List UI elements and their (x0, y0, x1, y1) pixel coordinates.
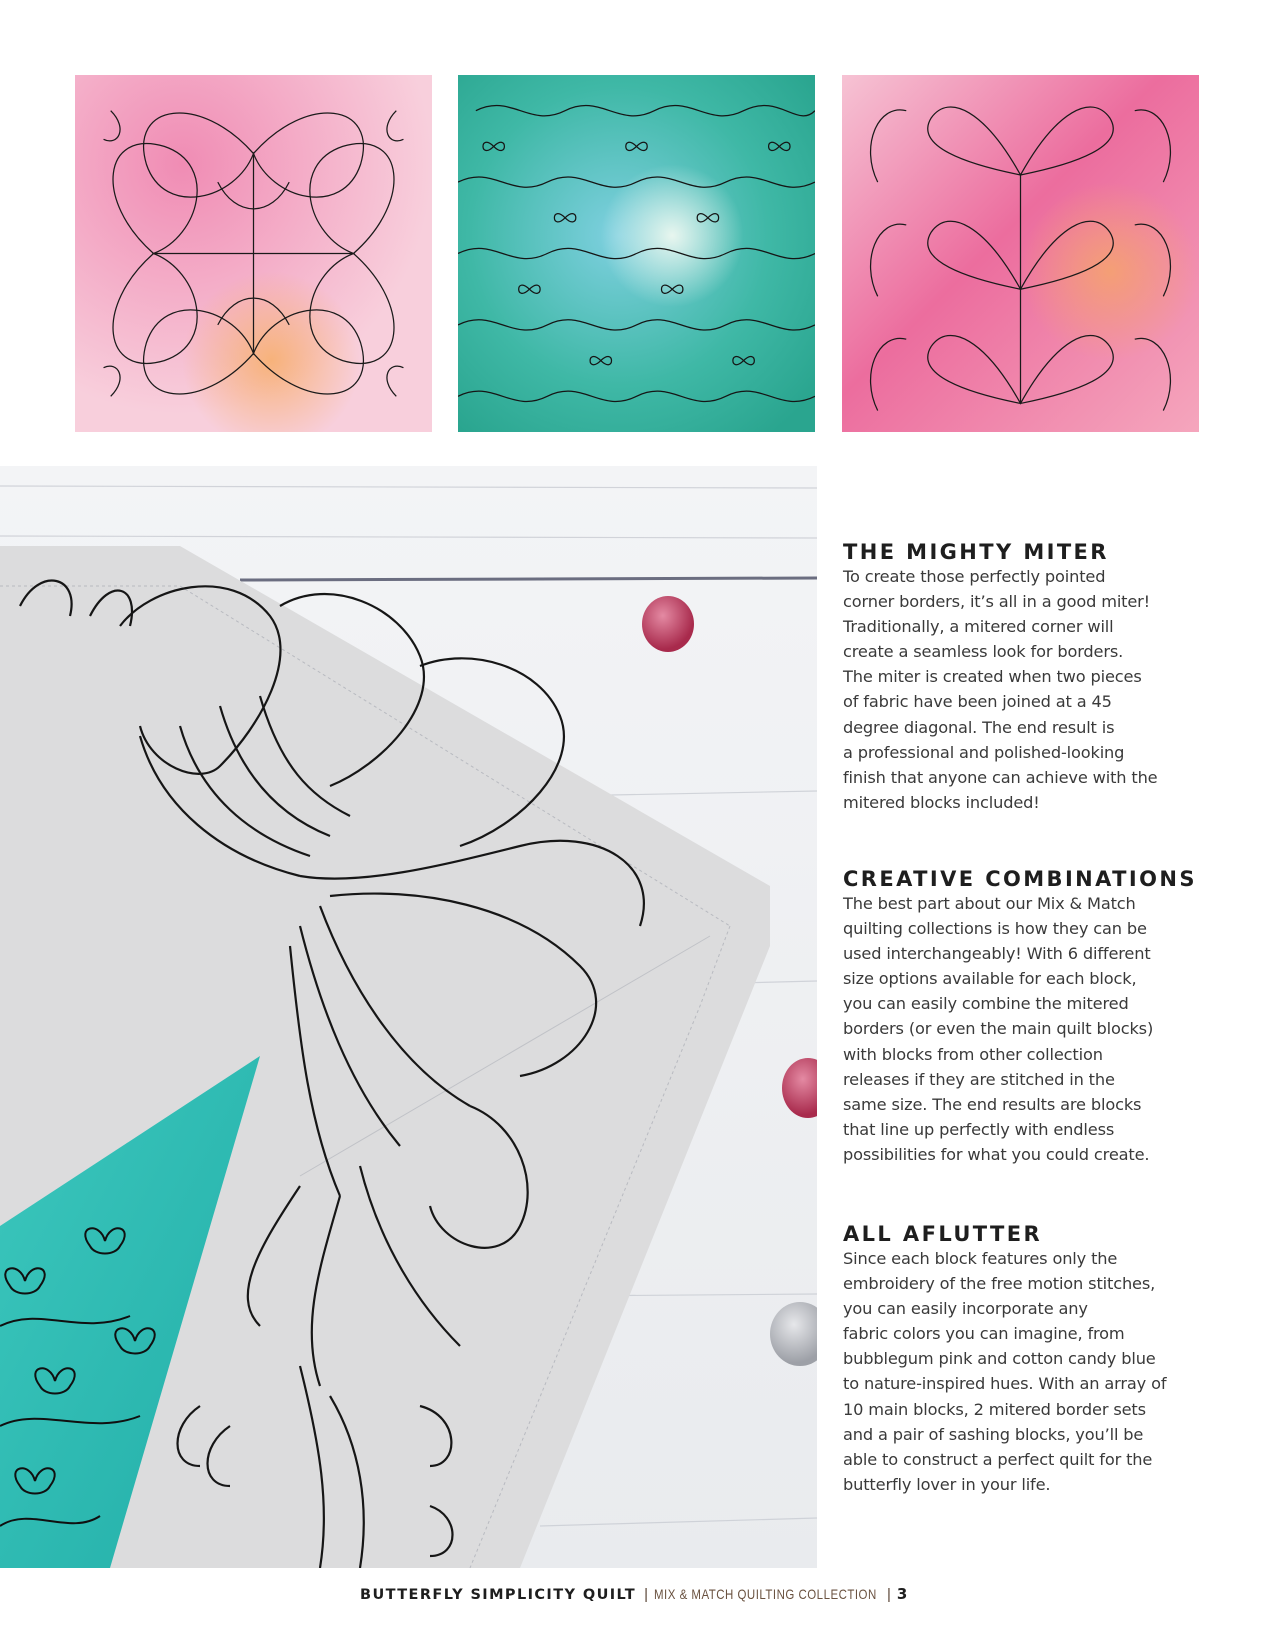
body-line: releases if they are stitched in the (843, 1069, 1115, 1089)
body-line: corner borders, it’s all in a good miter! (843, 592, 1151, 612)
body-line: that line up perfectly with endless (843, 1119, 1115, 1139)
section-body (843, 564, 1223, 815)
section-body (843, 891, 1223, 1167)
body-line: quilting collections is how they can be (843, 919, 1147, 939)
section-heading: ALL AFLUTTER (843, 1222, 1043, 1246)
body-line: embroidery of the free motion stitches, (843, 1274, 1156, 1294)
section-heading: THE MIGHTY MITER (843, 540, 1109, 564)
body-line: of fabric have been joined at a 45 (843, 692, 1112, 712)
section-body (843, 1246, 1223, 1497)
footer-title: BUTTERFLY SIMPLICITY QUILT (360, 1587, 637, 1603)
body-line: same size. The end results are blocks (843, 1094, 1142, 1114)
body-line: borders (or even the main quilt blocks) (843, 1019, 1154, 1039)
pink-mitered-border-block-image (842, 75, 1199, 432)
body-line: The best part about our Mix & Match (843, 894, 1136, 913)
body-line: butterfly lover in your life. (843, 1474, 1051, 1494)
footer-separator: | (886, 1586, 891, 1603)
body-line: a professional and polished-looking (843, 742, 1125, 762)
section-mighty-miter (843, 540, 1223, 815)
pink-butterfly-block-image (75, 75, 432, 432)
teal-butterfly-block-image (458, 75, 815, 432)
body-line: able to construct a perfect quilt for the (843, 1449, 1153, 1469)
body-line: finish that anyone can achieve with the (843, 767, 1158, 787)
body-line: size options available for each block, (843, 969, 1137, 989)
body-line: degree diagonal. The end result is (843, 717, 1115, 737)
body-line: create a seamless look for borders. (843, 642, 1124, 662)
body-line: Traditionally, a mitered corner will (843, 617, 1114, 637)
section-all-aflutter (843, 1222, 1223, 1497)
section-heading: CREATIVE COMBINATIONS (843, 867, 1197, 891)
body-line: possibilities for what you could create. (843, 1144, 1150, 1164)
body-line: with blocks from other collection (843, 1044, 1103, 1064)
page-number: 3 (896, 1585, 908, 1603)
quilted-mitered-corner-photo (0, 466, 817, 1568)
body-line: 10 main blocks, 2 mitered border sets (843, 1399, 1146, 1419)
body-line: To create those perfectly pointed (843, 567, 1106, 586)
body-line: you can easily combine the mitered (843, 994, 1129, 1014)
body-line: bubblegum pink and cotton candy blue (843, 1349, 1156, 1369)
footer-collection-name: MIX & MATCH QUILTING COLLECTION (653, 1586, 877, 1602)
body-line: to nature-inspired hues. With an array of (843, 1374, 1167, 1394)
body-line: mitered blocks included! (843, 792, 1040, 812)
body-line: fabric colors you can imagine, from (843, 1324, 1125, 1344)
body-line: Since each block features only the (843, 1249, 1118, 1268)
footer-separator: | (644, 1586, 648, 1603)
body-line: and a pair of sashing blocks, you’ll be (843, 1424, 1144, 1444)
body-line: you can easily incorporate any (843, 1299, 1088, 1319)
body-line: The miter is created when two pieces (843, 667, 1142, 687)
section-creative-combinations (843, 867, 1223, 1167)
body-line: used interchangeably! With 6 different (843, 944, 1151, 964)
